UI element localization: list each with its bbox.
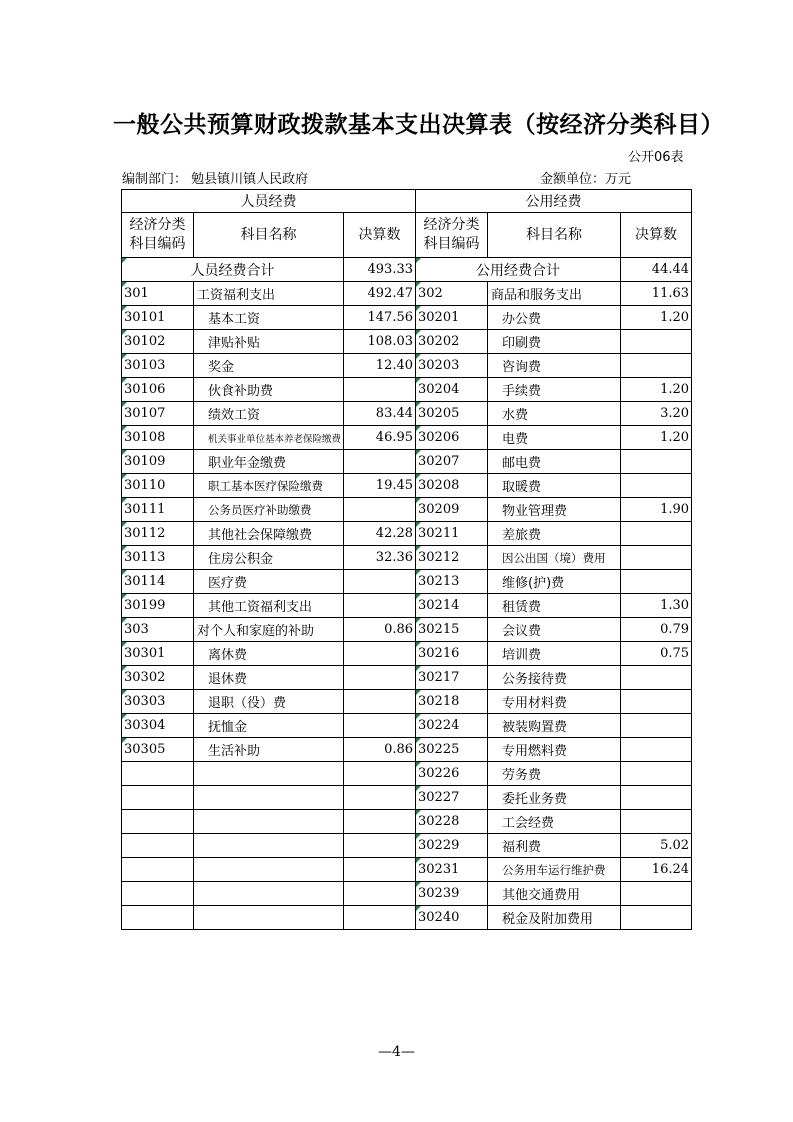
table-row	[122, 282, 692, 306]
amount-cell-left	[344, 762, 416, 786]
name-cell-right: 培训费	[488, 642, 621, 666]
name-cell-right: 电费	[488, 426, 621, 450]
code-cell-left: 303	[122, 618, 194, 642]
name-cell-left: 机关事业单位基本养老保险缴费	[194, 426, 344, 450]
col-code-right: 经济分类科目编码	[416, 213, 488, 258]
amount-cell-left	[344, 882, 416, 906]
form-number: 公开06表	[628, 150, 684, 165]
table-row	[122, 474, 692, 498]
code-cell-right: 30215	[416, 618, 488, 642]
amount-cell-right	[621, 906, 692, 930]
name-cell-right: 物业管理费	[488, 498, 621, 522]
name-cell-right: 专用材料费	[488, 690, 621, 714]
amount-cell-left: 12.40	[344, 354, 416, 378]
code-cell-left	[122, 786, 194, 810]
name-cell-left: 伙食补助费	[194, 378, 344, 402]
code-cell-right: 30228	[416, 810, 488, 834]
code-cell-right: 30207	[416, 450, 488, 474]
table-row	[122, 906, 692, 930]
name-cell-left: 基本工资	[194, 306, 344, 330]
amount-cell-left: 83.44	[344, 402, 416, 426]
amount-cell-left	[344, 786, 416, 810]
name-cell-right: 税金及附加费用	[488, 906, 621, 930]
group-personnel: 人员经费	[122, 190, 416, 213]
page-number: —4—	[378, 1044, 415, 1060]
page-title: 一般公共预算财政拨款基本支出决算表（按经济分类科目）	[113, 112, 724, 138]
name-cell-right: 工会经费	[488, 810, 621, 834]
name-cell-left: 公务员医疗补助缴费	[194, 498, 344, 522]
code-cell-right: 30227	[416, 786, 488, 810]
table-row	[122, 858, 692, 882]
name-cell-right: 办公费	[488, 306, 621, 330]
amount-cell-left	[344, 378, 416, 402]
code-cell-right: 30225	[416, 738, 488, 762]
code-cell-left: 30305	[122, 738, 194, 762]
code-cell-left: 30113	[122, 546, 194, 570]
table-row	[122, 834, 692, 858]
table-row	[122, 306, 692, 330]
code-cell-right: 30217	[416, 666, 488, 690]
amount-cell-right	[621, 666, 692, 690]
code-cell-left: 30199	[122, 594, 194, 618]
name-cell-left	[194, 882, 344, 906]
name-cell-left: 生活补助	[194, 738, 344, 762]
col-code-left: 经济分类科目编码	[122, 213, 194, 258]
name-cell-right: 被装购置费	[488, 714, 621, 738]
code-cell-right: 30212	[416, 546, 488, 570]
name-cell-left	[194, 810, 344, 834]
name-cell-right: 劳务费	[488, 762, 621, 786]
amount-cell-left: 108.03	[344, 330, 416, 354]
code-cell-left	[122, 858, 194, 882]
code-cell-left: 30114	[122, 570, 194, 594]
code-cell-right: 30226	[416, 762, 488, 786]
code-cell-left: 30107	[122, 402, 194, 426]
name-cell-left	[194, 762, 344, 786]
code-cell-left	[122, 882, 194, 906]
public-total-value: 44.44	[621, 258, 692, 282]
name-cell-left: 工资福利支出	[194, 282, 344, 306]
amount-cell-right	[621, 450, 692, 474]
amount-cell-left	[344, 498, 416, 522]
table-row	[122, 570, 692, 594]
name-cell-right: 手续费	[488, 378, 621, 402]
code-cell-left: 30304	[122, 714, 194, 738]
code-cell-left: 30111	[122, 498, 194, 522]
amount-cell-right: 3.20	[621, 402, 692, 426]
group-public: 公用经费	[416, 190, 692, 213]
amount-cell-left: 19.45	[344, 474, 416, 498]
amount-cell-right	[621, 474, 692, 498]
amount-cell-right: 1.20	[621, 306, 692, 330]
table-row	[122, 786, 692, 810]
code-cell-left: 30110	[122, 474, 194, 498]
code-cell-right: 30239	[416, 882, 488, 906]
table-row	[122, 378, 692, 402]
table-row	[122, 810, 692, 834]
total-row	[122, 258, 692, 282]
name-cell-left	[194, 834, 344, 858]
table-row	[122, 618, 692, 642]
amount-cell-right	[621, 762, 692, 786]
code-cell-right: 30202	[416, 330, 488, 354]
table-row	[122, 738, 692, 762]
unit-label: 金额单位：万元	[540, 172, 632, 187]
code-cell-left: 301	[122, 282, 194, 306]
code-cell-left: 30108	[122, 426, 194, 450]
amount-cell-right	[621, 738, 692, 762]
code-cell-left	[122, 834, 194, 858]
amount-cell-right: 1.90	[621, 498, 692, 522]
amount-cell-right: 5.02	[621, 834, 692, 858]
name-cell-left: 津贴补贴	[194, 330, 344, 354]
amount-cell-right	[621, 354, 692, 378]
table-row	[122, 762, 692, 786]
amount-cell-right: 1.20	[621, 378, 692, 402]
code-cell-right: 30204	[416, 378, 488, 402]
code-cell-right: 30206	[416, 426, 488, 450]
amount-cell-right: 0.75	[621, 642, 692, 666]
table-row	[122, 666, 692, 690]
code-cell-left	[122, 906, 194, 930]
name-cell-left: 退休费	[194, 666, 344, 690]
amount-cell-left: 42.28	[344, 522, 416, 546]
amount-cell-left: 0.86	[344, 738, 416, 762]
amount-cell-left: 32.36	[344, 546, 416, 570]
table-row	[122, 642, 692, 666]
name-cell-left: 其他社会保障缴费	[194, 522, 344, 546]
amount-cell-left: 147.56	[344, 306, 416, 330]
budget-table	[121, 189, 692, 930]
amount-cell-right	[621, 522, 692, 546]
code-cell-right: 30214	[416, 594, 488, 618]
name-cell-right: 咨询费	[488, 354, 621, 378]
table-row	[122, 714, 692, 738]
code-cell-right: 30203	[416, 354, 488, 378]
name-cell-right: 印刷费	[488, 330, 621, 354]
table-row	[122, 546, 692, 570]
amount-cell-right: 16.24	[621, 858, 692, 882]
col-name-right: 科目名称	[488, 213, 621, 258]
amount-cell-right	[621, 330, 692, 354]
name-cell-right: 委托业务费	[488, 786, 621, 810]
name-cell-left	[194, 858, 344, 882]
name-cell-right: 公务接待费	[488, 666, 621, 690]
code-cell-left: 30302	[122, 666, 194, 690]
name-cell-right: 租赁费	[488, 594, 621, 618]
table-row	[122, 690, 692, 714]
amount-cell-left	[344, 714, 416, 738]
code-cell-right: 30216	[416, 642, 488, 666]
public-total-label: 公用经费合计	[416, 258, 621, 282]
name-cell-right: 福利费	[488, 834, 621, 858]
name-cell-left: 医疗费	[194, 570, 344, 594]
code-cell-right: 30201	[416, 306, 488, 330]
col-amount-right: 决算数	[621, 213, 692, 258]
amount-cell-left	[344, 642, 416, 666]
code-cell-right: 30231	[416, 858, 488, 882]
name-cell-left: 住房公积金	[194, 546, 344, 570]
name-cell-left	[194, 786, 344, 810]
code-cell-right: 30218	[416, 690, 488, 714]
table-row	[122, 402, 692, 426]
name-cell-left: 奖金	[194, 354, 344, 378]
code-cell-right: 30211	[416, 522, 488, 546]
amount-cell-left	[344, 834, 416, 858]
amount-cell-left	[344, 858, 416, 882]
name-cell-right: 商品和服务支出	[488, 282, 621, 306]
amount-cell-left: 0.86	[344, 618, 416, 642]
code-cell-left: 30106	[122, 378, 194, 402]
amount-cell-left	[344, 666, 416, 690]
column-header-row	[122, 213, 692, 258]
code-cell-left: 30109	[122, 450, 194, 474]
amount-cell-right: 0.79	[621, 618, 692, 642]
name-cell-left: 职业年金缴费	[194, 450, 344, 474]
table-row	[122, 498, 692, 522]
name-cell-right: 会议费	[488, 618, 621, 642]
amount-cell-right	[621, 714, 692, 738]
name-cell-left	[194, 906, 344, 930]
personnel-total-value: 493.33	[344, 258, 416, 282]
amount-cell-left: 492.47	[344, 282, 416, 306]
personnel-total-label: 人员经费合计	[122, 258, 344, 282]
name-cell-left: 职工基本医疗保险缴费	[194, 474, 344, 498]
name-cell-left: 离休费	[194, 642, 344, 666]
table-row	[122, 594, 692, 618]
col-name-left: 科目名称	[194, 213, 344, 258]
code-cell-left: 30112	[122, 522, 194, 546]
amount-cell-left	[344, 690, 416, 714]
amount-cell-right: 1.30	[621, 594, 692, 618]
code-cell-right: 30240	[416, 906, 488, 930]
amount-cell-left	[344, 594, 416, 618]
amount-cell-left: 46.95	[344, 426, 416, 450]
amount-cell-right: 11.63	[621, 282, 692, 306]
code-cell-right: 30229	[416, 834, 488, 858]
code-cell-right: 30209	[416, 498, 488, 522]
table-row	[122, 426, 692, 450]
amount-cell-left	[344, 570, 416, 594]
amount-cell-right	[621, 570, 692, 594]
amount-cell-right	[621, 546, 692, 570]
table-row	[122, 330, 692, 354]
org-label: 编制部门： 勉县镇川镇人民政府	[122, 172, 309, 187]
amount-cell-right	[621, 810, 692, 834]
name-cell-right: 维修(护)费	[488, 570, 621, 594]
name-cell-right: 水费	[488, 402, 621, 426]
code-cell-right: 302	[416, 282, 488, 306]
name-cell-right: 邮电费	[488, 450, 621, 474]
col-amount-left: 决算数	[344, 213, 416, 258]
amount-cell-right	[621, 882, 692, 906]
name-cell-left: 对个人和家庭的补助	[194, 618, 344, 642]
amount-cell-left	[344, 810, 416, 834]
code-cell-left	[122, 810, 194, 834]
name-cell-right: 公务用车运行维护费	[488, 858, 621, 882]
amount-cell-right: 1.20	[621, 426, 692, 450]
title-strip	[0, 108, 793, 144]
name-cell-right: 其他交通费用	[488, 882, 621, 906]
name-cell-left: 退职（役）费	[194, 690, 344, 714]
code-cell-left: 30301	[122, 642, 194, 666]
code-cell-right: 30208	[416, 474, 488, 498]
amount-cell-right	[621, 690, 692, 714]
name-cell-left: 其他工资福利支出	[194, 594, 344, 618]
code-cell-left: 30103	[122, 354, 194, 378]
name-cell-left: 抚恤金	[194, 714, 344, 738]
table-row	[122, 354, 692, 378]
code-cell-left: 30303	[122, 690, 194, 714]
name-cell-left: 绩效工资	[194, 402, 344, 426]
table-row	[122, 450, 692, 474]
name-cell-right: 专用燃料费	[488, 738, 621, 762]
code-cell-left: 30102	[122, 330, 194, 354]
table-row	[122, 522, 692, 546]
code-cell-left: 30101	[122, 306, 194, 330]
name-cell-right: 取暖费	[488, 474, 621, 498]
amount-cell-left	[344, 906, 416, 930]
amount-cell-left	[344, 450, 416, 474]
code-cell-right: 30224	[416, 714, 488, 738]
name-cell-right: 差旅费	[488, 522, 621, 546]
code-cell-left	[122, 762, 194, 786]
amount-cell-right	[621, 786, 692, 810]
group-header-row	[122, 190, 692, 213]
name-cell-right: 因公出国（境）费用	[488, 546, 621, 570]
code-cell-right: 30213	[416, 570, 488, 594]
code-cell-right: 30205	[416, 402, 488, 426]
table-row	[122, 882, 692, 906]
